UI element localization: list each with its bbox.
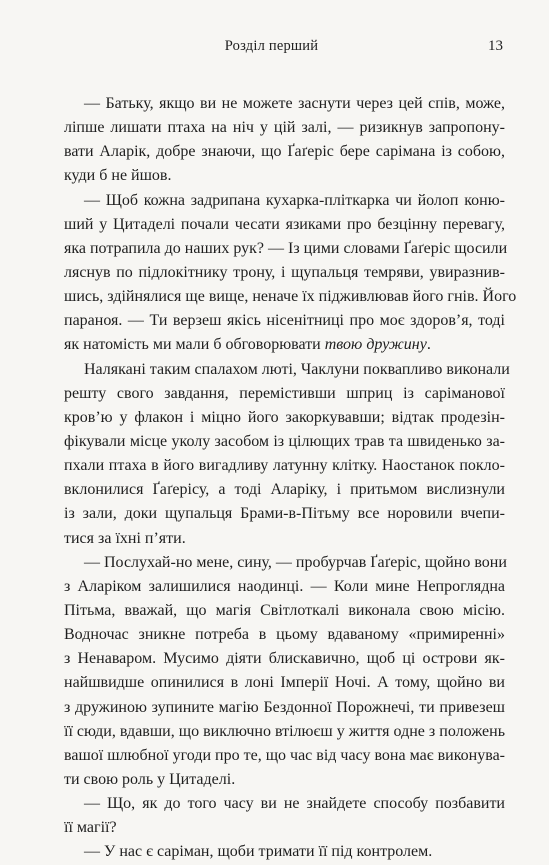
text-line: шись, здійнялися ще вище, неначе їх підживлював його гнів. Його bbox=[64, 288, 517, 306]
text-line: фікували місце уколу засобом із цілющих трав та швиденько за- bbox=[64, 432, 505, 450]
chapter-title: Розділ перший bbox=[224, 38, 319, 54]
text-line: параноя. — Ти верзеш якісь нісенітниці про моє здоров’я, тоді bbox=[64, 312, 505, 330]
text-line: її магії? bbox=[64, 819, 117, 837]
text-line: тися за їхні п’яти. bbox=[64, 529, 186, 547]
text-line: — Щоб кожна задрипана кухарка-пліткарка чи йолоп коню- bbox=[84, 191, 505, 209]
text-segment: . bbox=[426, 336, 431, 354]
text-line bbox=[64, 333, 505, 357]
text-line: ти свою роль у Цитаделі. bbox=[64, 770, 236, 788]
text-line: найшвидше опинилися в лоні Імперії Ночі. А тому, щойно ви bbox=[64, 674, 505, 692]
text-line: вати Аларік, добре знаючи, що Ґаґеріс бере сарімана із собою, bbox=[64, 143, 505, 161]
text-line: з Аларіком залишилися наодинці. — Коли мине Непроглядна bbox=[64, 577, 505, 595]
text-line: решту свого завдання, перемістивши шприц із саріманової bbox=[64, 384, 505, 402]
text-line: Водночас зникне потреба в цьому вдаваному «примиренні» bbox=[64, 626, 505, 644]
text-line: Налякані таким спалахом люті, Чаклуни поквапливо виконали bbox=[84, 360, 510, 378]
text-line: ляснув по підлокітнику трону, і щупальця темряви, увиразнив- bbox=[64, 263, 505, 281]
text-line: її сюди, вдавши, що виключно втілюєш у життя одне з положень bbox=[64, 722, 505, 740]
text-line: кров’ю у флакон і міцно його закоркувавши; відтак продезін- bbox=[64, 408, 505, 426]
text-line: куди б не йшов. bbox=[64, 167, 172, 185]
text-line: — У нас є саріман, щоби тримати її під контролем. bbox=[84, 843, 433, 861]
text-line: Пітьма, вважай, що магія Світлоткалі виконала свою місію. bbox=[64, 601, 505, 619]
body-text bbox=[64, 92, 517, 865]
emphasis-text: твою дружину bbox=[324, 336, 427, 354]
text-line: — Що, як до того часу ви не знайдете способу позбавити bbox=[84, 795, 505, 813]
text-line: із зали, доки щупальця Брами-в-Пітьму все норовили вчепи- bbox=[64, 505, 505, 523]
text-line: з Ненаваром. Мусимо діяти блискавично, щоб ці острови як- bbox=[64, 650, 505, 668]
text-line: ліпше лишати птаха на ніч у цій залі, — ризикнув запропону- bbox=[64, 119, 505, 137]
text-line: з дружиною зупините магію Бездонної Порожнечі, ти привезеш bbox=[64, 698, 505, 716]
text-segment: як натомість ми мали б обговорювати bbox=[64, 336, 325, 354]
text-line: вклонилися Ґаґерісу, а тоді Аларіку, і притьмом вислизнули bbox=[64, 481, 505, 499]
text-line: — Послухай-но мене, сину, — пробурчав Ґаґеріс, щойно вони bbox=[84, 553, 507, 571]
text-line: пхали птаха в його вигадливу латунну клітку. Наостанок покло- bbox=[64, 457, 505, 475]
text-line: — Батьку, якщо ви не можете заснути через цей спів, може, bbox=[84, 95, 505, 112]
text-line: вашої шлюбної угоди про те, що час від часу вона має виконува- bbox=[64, 746, 505, 764]
text-line: ший у Цитаделі почали чесати язиками про безцінну перевагу, bbox=[64, 215, 505, 233]
page-number: 13 bbox=[488, 38, 503, 54]
text-line: яка потрапила до наших рук? — Із цими словами Ґаґеріс щосили bbox=[64, 239, 508, 257]
running-head bbox=[40, 38, 503, 58]
